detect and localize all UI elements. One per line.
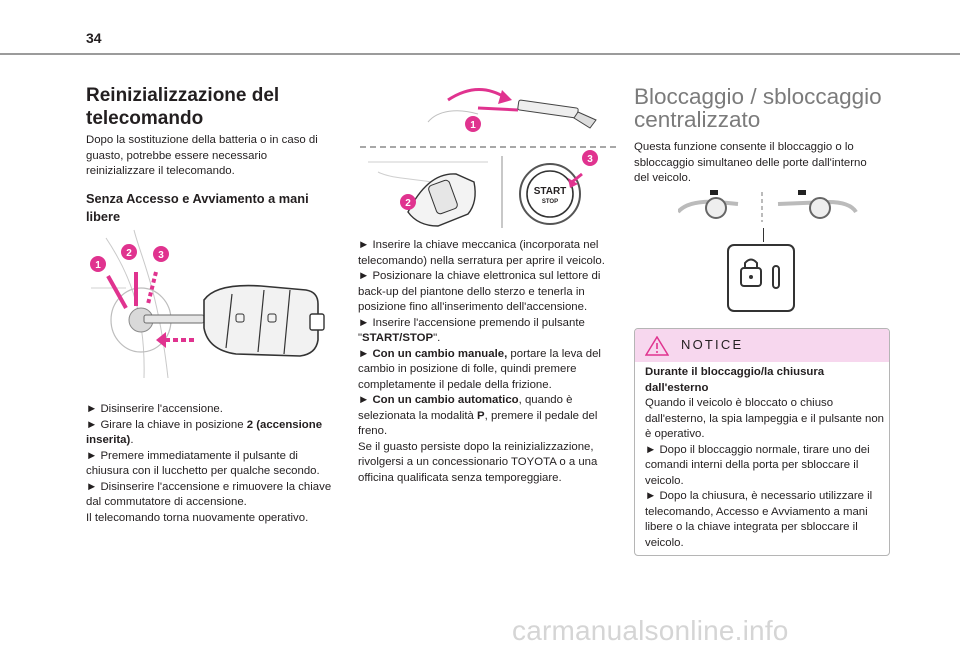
warning-icon bbox=[645, 336, 669, 356]
notice-paragraph: ► Dopo il bloccaggio normale, tirare uno dei comandi interni della porta per sbloccare il veicolo. bbox=[645, 443, 870, 487]
notice-header bbox=[635, 329, 889, 362]
page-number: 34 bbox=[86, 30, 102, 46]
step-text: ► Posizionare la chiave elettronica sul lettore di back-up del piantone dello sterzo e tenerla in posizione fino all'inserimento dell'accensione. bbox=[358, 270, 601, 313]
marker-1: 1 bbox=[470, 120, 476, 131]
notice-label: NOTICE bbox=[681, 337, 744, 352]
marker-3: 3 bbox=[587, 154, 593, 165]
start-stop-button-illustration bbox=[508, 148, 608, 232]
mechanical-key-illustration bbox=[418, 80, 608, 136]
step-text: Se il guasto persiste dopo la reinizializzazione, rivolgersi a un concessionario TOYOTA o a una officina qualificata senza temporeggiare. bbox=[358, 440, 598, 484]
notice-paragraph: Quando il veicolo è bloccato o chiuso dall'esterno, la spia lampeggia e il pulsante non è operativo. bbox=[645, 397, 885, 440]
dashboard-steering-icon bbox=[678, 190, 858, 226]
watermark: carmanualsonline.info bbox=[512, 615, 789, 646]
step-text: ► Girare la chiave in posizione 2 (accensione inserita). bbox=[86, 418, 323, 446]
stop-label: STOP bbox=[541, 199, 559, 205]
intro-paragraph: Dopo la sostituzione della batteria o in caso di guasto, potrebbe essere necessario reinizializzare il telecomando. bbox=[86, 134, 318, 177]
reset-steps bbox=[86, 402, 344, 526]
step-text: ► Con un cambio manuale, portare la leva del cambio in posizione di folle, quindi premere completamente il pedale della frizione. bbox=[358, 347, 601, 391]
marker-1: 1 bbox=[95, 260, 101, 271]
header-rule bbox=[0, 53, 960, 55]
start-label: START bbox=[533, 186, 567, 197]
key-ignition-illustration bbox=[86, 228, 344, 388]
figure-separator bbox=[501, 156, 503, 228]
step-text: ► Disinserire l'accensione. bbox=[86, 403, 223, 415]
leader-line bbox=[763, 228, 764, 242]
intro-paragraph: Questa funzione consente il bloccaggio o lo sbloccaggio simultaneo delle porte dall'interno del veicolo. bbox=[634, 141, 867, 184]
subsection-title: Senza Accesso e Avviamento a mani libere bbox=[86, 191, 309, 224]
notice-body bbox=[645, 365, 885, 551]
notice-paragraph: ► Dopo la chiusura, è necessario utilizzare il telecomando, Accesso e Avviamento a mani libere o la chiave integrata per sbloccare il veicolo. bbox=[645, 490, 873, 549]
notice-box bbox=[634, 328, 890, 556]
section-title: Reinizializzazione del telecomando bbox=[86, 85, 280, 129]
step-text: ► Premere immediatamente il pulsante di chiusura con il lucchetto per qualche secondo. bbox=[86, 449, 320, 477]
step-text: ► Inserire la chiave meccanica (incorporata nel telecomando) nella serratura per aprire il veicolo. bbox=[358, 239, 605, 267]
marker-2: 2 bbox=[126, 248, 132, 259]
step-text: ► Con un cambio automatico, quando è selezionata la modalità P, premere il pedale del freno. bbox=[358, 394, 598, 437]
section-title: Bloccaggio / sbloccaggio centralizzato bbox=[634, 84, 882, 132]
backup-start-steps bbox=[358, 238, 620, 486]
marker-3: 3 bbox=[158, 250, 164, 261]
marker-2: 2 bbox=[405, 198, 411, 209]
backup-reader-illustration bbox=[368, 152, 498, 232]
step-text: Il telecomando torna nuovamente operativo. bbox=[86, 511, 309, 524]
step-text: ► Inserire l'accensione premendo il pulsante "START/STOP". bbox=[358, 316, 585, 344]
notice-heading: Durante il bloccaggio/la chiusura dall'esterno bbox=[645, 366, 825, 394]
step-text: ► Disinserire l'accensione e rimuovere la chiave dal commutatore di accensione. bbox=[86, 480, 332, 508]
lock-button-icon bbox=[727, 244, 795, 312]
